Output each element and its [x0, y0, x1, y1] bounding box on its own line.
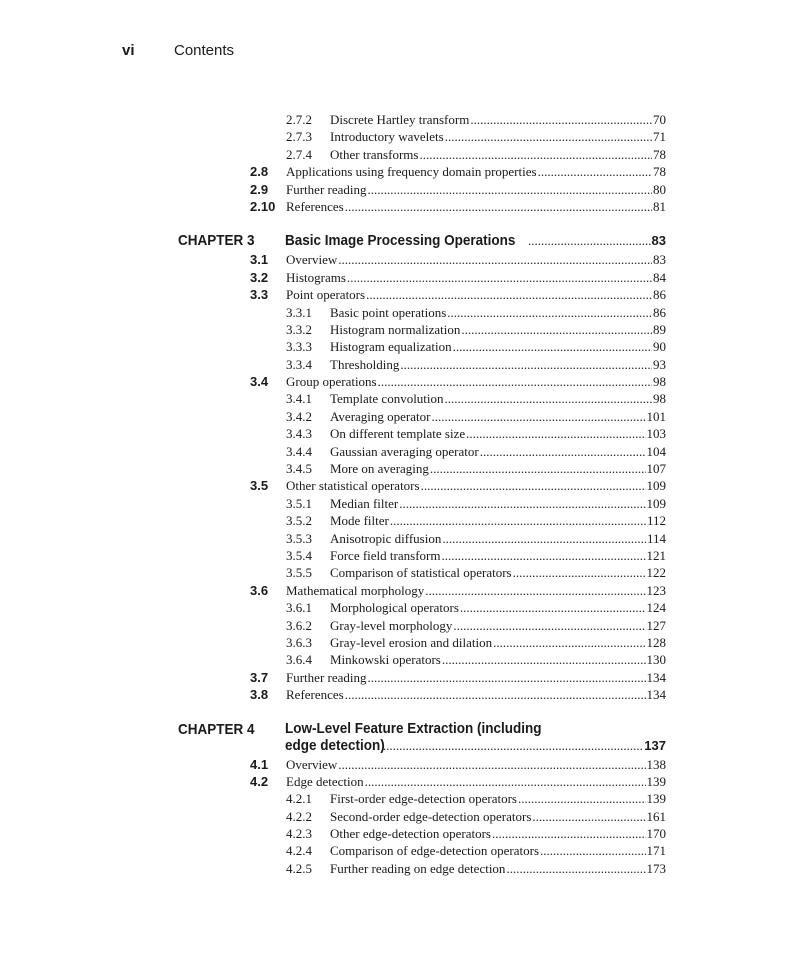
- subsection-number: 4.2.1: [286, 791, 312, 807]
- toc-subsection-row[interactable]: [0, 460, 788, 477]
- section-number: 3.3: [250, 287, 269, 303]
- leader-dots: [365, 773, 646, 790]
- section-number: 3.2: [250, 269, 269, 285]
- entry-page: 98: [653, 374, 666, 390]
- entry-page: 139: [646, 791, 666, 807]
- chapter-page: 83: [651, 233, 666, 249]
- entry-title: Discrete Hartley transform: [330, 112, 470, 127]
- chapter-label: CHAPTER 4: [178, 720, 255, 738]
- leader-dots: [419, 146, 652, 163]
- entry-page: 121: [646, 547, 666, 563]
- toc-entry: [330, 547, 666, 564]
- entry-title: First-order edge-detection operators: [330, 791, 517, 807]
- toc-section-row[interactable]: [0, 686, 788, 703]
- entry-page: 171: [646, 843, 666, 859]
- entry-title: Further reading: [286, 181, 367, 197]
- section-number: 2.10: [250, 198, 276, 214]
- leader-dots: [368, 181, 652, 198]
- entry-page: 104: [646, 443, 666, 459]
- toc-subsection-row[interactable]: [0, 304, 788, 321]
- entry-title: Group operations: [286, 374, 377, 390]
- entry-page: 90: [653, 339, 666, 355]
- entry-page: 109: [646, 495, 666, 511]
- leader-dots: [453, 617, 645, 634]
- subsection-number: 2.7.2: [286, 112, 312, 127]
- toc-entry: [330, 617, 666, 634]
- entry-page: 134: [646, 687, 666, 703]
- leader-dots: [453, 338, 652, 355]
- leader-dots: [540, 842, 645, 859]
- toc-entry: [286, 669, 666, 686]
- subsection-number: 3.3.3: [286, 339, 312, 355]
- leader-dots: [493, 634, 645, 651]
- entry-title: Histograms: [286, 269, 346, 285]
- toc-subsection-row[interactable]: [0, 111, 788, 128]
- leader-dots: [390, 512, 646, 529]
- entry-page: 98: [653, 391, 666, 407]
- toc-entry: [330, 808, 666, 825]
- subsection-number: 2.7.4: [286, 146, 312, 162]
- entry-title: Averaging operator: [330, 408, 431, 424]
- leader-dots: [338, 756, 645, 773]
- entry-title: Other transforms: [330, 146, 419, 162]
- entry-title: Force field transform: [330, 547, 441, 563]
- chapter-title: Basic Image Processing Operations: [285, 232, 516, 250]
- chapter-entry: [285, 720, 666, 754]
- entry-page: 84: [653, 269, 666, 285]
- entry-page: 124: [646, 600, 666, 616]
- leader-dots: [513, 564, 646, 581]
- toc-subsection-row[interactable]: [0, 825, 788, 842]
- leader-dots: [461, 321, 652, 338]
- leader-dots: [518, 790, 646, 807]
- toc-entry: [286, 373, 666, 390]
- entry-page: 128: [646, 634, 666, 650]
- entry-page: 78: [653, 164, 666, 180]
- entry-page: 71: [653, 129, 666, 145]
- section-number: 3.1: [250, 252, 269, 268]
- subsection-number: 3.5.2: [286, 513, 312, 529]
- subsection-number: 3.4.5: [286, 461, 312, 477]
- toc-section-row[interactable]: [0, 477, 788, 494]
- section-number: 3.8: [250, 687, 269, 703]
- entry-title: Morphological operators: [330, 600, 459, 616]
- chapter-title-line-1: Low-Level Feature Extraction (including: [285, 719, 542, 737]
- entry-page: 139: [646, 773, 666, 789]
- entry-title: Median filter: [330, 495, 399, 511]
- toc-block-chapter-2-end: [0, 111, 788, 215]
- toc-entry: [330, 146, 666, 163]
- section-number: 2.9: [250, 181, 269, 197]
- entry-title: Comparison of edge-detection operators: [330, 843, 540, 859]
- entry-title: Mathematical morphology: [286, 582, 425, 598]
- entry-page: 83: [653, 252, 666, 268]
- toc-entry: [330, 460, 666, 477]
- entry-title: Gray-level erosion and dilation: [330, 634, 493, 650]
- leader-dots: [338, 251, 652, 268]
- toc-block-chapter-3: [0, 251, 788, 703]
- entry-page: 107: [646, 461, 666, 477]
- subsection-number: 3.6.4: [286, 652, 312, 668]
- subsection-number: 3.5.1: [286, 495, 312, 511]
- subsection-number: 3.5.5: [286, 565, 312, 581]
- leader-dots: [431, 408, 645, 425]
- leader-dots: [430, 460, 646, 477]
- entry-title: Introductory wavelets: [330, 129, 444, 145]
- leader-dots: [383, 737, 643, 754]
- toc-entry: [286, 686, 666, 703]
- subsection-number: 3.4.1: [286, 391, 312, 407]
- toc-section-row[interactable]: [0, 286, 788, 303]
- subsection-number: 4.2.5: [286, 860, 312, 876]
- entry-page: 103: [646, 426, 666, 442]
- entry-title: Edge detection: [286, 773, 364, 789]
- subsection-number: 4.2.3: [286, 826, 312, 842]
- toc-subsection-row[interactable]: [0, 530, 788, 547]
- toc-entry: [330, 495, 666, 512]
- subsection-number: 3.4.3: [286, 426, 312, 442]
- toc-entry: [286, 286, 666, 303]
- entry-title: Overview: [286, 252, 338, 268]
- subsection-number: 3.5.3: [286, 530, 312, 546]
- toc-section-row[interactable]: [0, 198, 788, 215]
- leader-dots: [445, 390, 652, 407]
- section-number: 3.7: [250, 669, 269, 685]
- toc-subsection-row[interactable]: [0, 860, 788, 877]
- leader-dots: [366, 286, 652, 303]
- toc-subsection-row[interactable]: [0, 495, 788, 512]
- entry-page: 112: [646, 513, 666, 529]
- entry-title: Overview: [286, 756, 338, 772]
- toc-subsection-row[interactable]: [0, 790, 788, 807]
- leader-dots: [532, 808, 645, 825]
- entry-title: Other statistical operators: [286, 478, 420, 494]
- section-number: 4.1: [250, 756, 269, 772]
- entry-title: Second-order edge-detection operators: [330, 808, 532, 824]
- toc-subsection-row[interactable]: [0, 390, 788, 407]
- subsection-number: 3.6.3: [286, 634, 312, 650]
- entry-title: Further reading: [286, 669, 367, 685]
- toc-section-row[interactable]: [0, 773, 788, 790]
- entry-page: 109: [646, 478, 666, 494]
- running-title: Contents: [174, 42, 235, 59]
- toc-subsection-row[interactable]: [0, 617, 788, 634]
- toc-entry: [330, 564, 666, 581]
- entry-title: Anisotropic diffusion: [330, 530, 442, 546]
- section-number: 4.2: [250, 773, 269, 789]
- subsection-number: 3.4.2: [286, 408, 312, 424]
- entry-page: 173: [646, 860, 666, 876]
- subsection-number: 3.6.2: [286, 617, 312, 633]
- toc-entry: [286, 181, 666, 198]
- toc-section-row[interactable]: [0, 163, 788, 180]
- leader-dots: [492, 825, 646, 842]
- toc-entry: [330, 512, 666, 529]
- subsection-number: 4.2.2: [286, 808, 312, 824]
- leader-dots: [399, 495, 645, 512]
- entry-page: 127: [646, 617, 666, 633]
- entry-title: Point operators: [286, 287, 366, 303]
- leader-dots: [345, 686, 646, 703]
- toc-entry: [330, 321, 666, 338]
- toc-subsection-row[interactable]: [0, 425, 788, 442]
- entry-title: Thresholding: [330, 356, 400, 372]
- entry-page: 134: [646, 669, 666, 685]
- toc-entry: [330, 530, 666, 547]
- entry-title: Minkowski operators: [330, 652, 441, 668]
- toc-section-row[interactable]: [0, 373, 788, 390]
- leader-dots: [378, 373, 652, 390]
- toc-section-row[interactable]: [0, 669, 788, 686]
- toc-chapter-4[interactable]: [0, 720, 788, 756]
- toc-section-row[interactable]: [0, 756, 788, 773]
- section-number: 3.5: [250, 478, 269, 494]
- entry-page: 78: [653, 146, 666, 162]
- entry-title: References: [286, 687, 344, 703]
- entry-title: References: [286, 198, 344, 214]
- toc-entry: [286, 756, 666, 773]
- page-number: vi: [122, 42, 135, 59]
- entry-title: Histogram normalization: [330, 321, 461, 337]
- toc-entry: [330, 634, 666, 651]
- subsection-number: 3.4.4: [286, 443, 312, 459]
- entry-page: 130: [646, 652, 666, 668]
- entry-page: 93: [653, 356, 666, 372]
- leader-dots: [368, 669, 646, 686]
- entry-title: Gray-level morphology: [330, 617, 453, 633]
- toc-subsection-row[interactable]: [0, 356, 788, 373]
- table-of-contents: [0, 111, 788, 877]
- leader-dots: [460, 599, 646, 616]
- toc-section-row[interactable]: [0, 251, 788, 268]
- toc-subsection-row[interactable]: [0, 842, 788, 859]
- entry-title: Basic point operations: [330, 304, 447, 320]
- toc-subsection-row[interactable]: [0, 547, 788, 564]
- toc-entry: [330, 842, 666, 859]
- section-number: 3.4: [250, 374, 269, 390]
- entry-page: 123: [646, 582, 666, 598]
- entry-page: 89: [653, 321, 666, 337]
- entry-page: 170: [646, 826, 666, 842]
- toc-subsection-row[interactable]: [0, 651, 788, 668]
- toc-entry: [330, 825, 666, 842]
- leader-dots: [480, 443, 646, 460]
- leader-dots: [421, 477, 646, 494]
- entry-page: 81: [653, 198, 666, 214]
- toc-entry: [330, 304, 666, 321]
- leader-dots: [345, 198, 652, 215]
- toc-chapter-3[interactable]: [0, 231, 788, 251]
- entry-page: 138: [646, 756, 666, 772]
- entry-title: Other edge-detection operators: [330, 826, 491, 842]
- toc-subsection-row[interactable]: [0, 128, 788, 145]
- leader-dots: [528, 231, 651, 251]
- toc-subsection-row[interactable]: [0, 146, 788, 163]
- toc-entry: [286, 773, 666, 790]
- subsection-number: 3.5.4: [286, 547, 312, 563]
- toc-entry: [330, 860, 666, 877]
- entry-title: Further reading on edge detection: [330, 860, 506, 876]
- entry-title: Comparison of statistical operators: [330, 565, 512, 581]
- subsection-number: 2.7.3: [286, 129, 312, 145]
- toc-subsection-row[interactable]: [0, 808, 788, 825]
- toc-entry: [330, 651, 666, 668]
- toc-subsection-row[interactable]: [0, 408, 788, 425]
- leader-dots: [441, 547, 645, 564]
- leader-dots: [506, 860, 645, 877]
- toc-subsection-row[interactable]: [0, 443, 788, 460]
- toc-entry: [286, 477, 666, 494]
- subsection-number: 4.2.4: [286, 843, 312, 859]
- entry-title: Histogram equalization: [330, 339, 452, 355]
- entry-title: Applications using frequency domain properties: [286, 164, 537, 180]
- leader-dots: [400, 356, 652, 373]
- leader-dots: [442, 651, 646, 668]
- toc-subsection-row[interactable]: [0, 599, 788, 616]
- entry-title: Template convolution: [330, 391, 444, 407]
- toc-entry: [330, 443, 666, 460]
- toc-entry: [286, 582, 666, 599]
- leader-dots: [425, 582, 645, 599]
- toc-section-row[interactable]: [0, 181, 788, 198]
- toc-entry: [286, 251, 666, 268]
- toc-entry: [330, 111, 666, 128]
- entry-page: 122: [646, 565, 666, 581]
- subsection-number: 3.3.4: [286, 356, 312, 372]
- leader-dots: [445, 128, 652, 145]
- toc-entry: [286, 269, 666, 286]
- chapter-title-line-2: edge detection): [285, 736, 385, 754]
- entry-page: 86: [653, 287, 666, 303]
- toc-entry: [330, 790, 666, 807]
- toc-entry: [330, 599, 666, 616]
- toc-subsection-row[interactable]: [0, 512, 788, 529]
- section-number: 3.6: [250, 582, 269, 598]
- entry-page: 80: [653, 181, 666, 197]
- leader-dots: [442, 530, 646, 547]
- chapter-label: CHAPTER 3: [178, 232, 255, 250]
- entry-page: 70: [653, 112, 666, 127]
- entry-page: 161: [646, 808, 666, 824]
- subsection-number: 3.3.1: [286, 304, 312, 320]
- entry-title: On different template size: [330, 426, 466, 442]
- leader-dots: [470, 111, 652, 128]
- toc-section-row[interactable]: [0, 582, 788, 599]
- leader-dots: [538, 163, 652, 180]
- leader-dots: [466, 425, 645, 442]
- section-number: 2.8: [250, 164, 269, 180]
- toc-subsection-row[interactable]: [0, 338, 788, 355]
- toc-subsection-row[interactable]: [0, 564, 788, 581]
- page-header: [0, 42, 788, 62]
- leader-dots: [347, 269, 652, 286]
- entry-title: Gaussian averaging operator: [330, 443, 479, 459]
- toc-entry: [330, 425, 666, 442]
- toc-entry: [286, 163, 666, 180]
- toc-entry: [330, 338, 666, 355]
- toc-section-row[interactable]: [0, 269, 788, 286]
- chapter-entry: [285, 231, 666, 251]
- entry-page: 114: [646, 530, 666, 546]
- toc-block-chapter-4: [0, 756, 788, 878]
- toc-subsection-row[interactable]: [0, 321, 788, 338]
- entry-title: More on averaging: [330, 461, 429, 477]
- entry-page: 86: [653, 304, 666, 320]
- toc-entry: [330, 128, 666, 145]
- toc-entry: [330, 408, 666, 425]
- toc-subsection-row[interactable]: [0, 634, 788, 651]
- leader-dots: [447, 304, 652, 321]
- toc-entry: [330, 356, 666, 373]
- entry-page: 101: [646, 408, 666, 424]
- toc-entry: [330, 390, 666, 407]
- subsection-number: 3.6.1: [286, 600, 312, 616]
- chapter-page: 137: [644, 737, 666, 753]
- subsection-number: 3.3.2: [286, 321, 312, 337]
- entry-title: Mode filter: [330, 513, 389, 529]
- toc-entry: [286, 198, 666, 215]
